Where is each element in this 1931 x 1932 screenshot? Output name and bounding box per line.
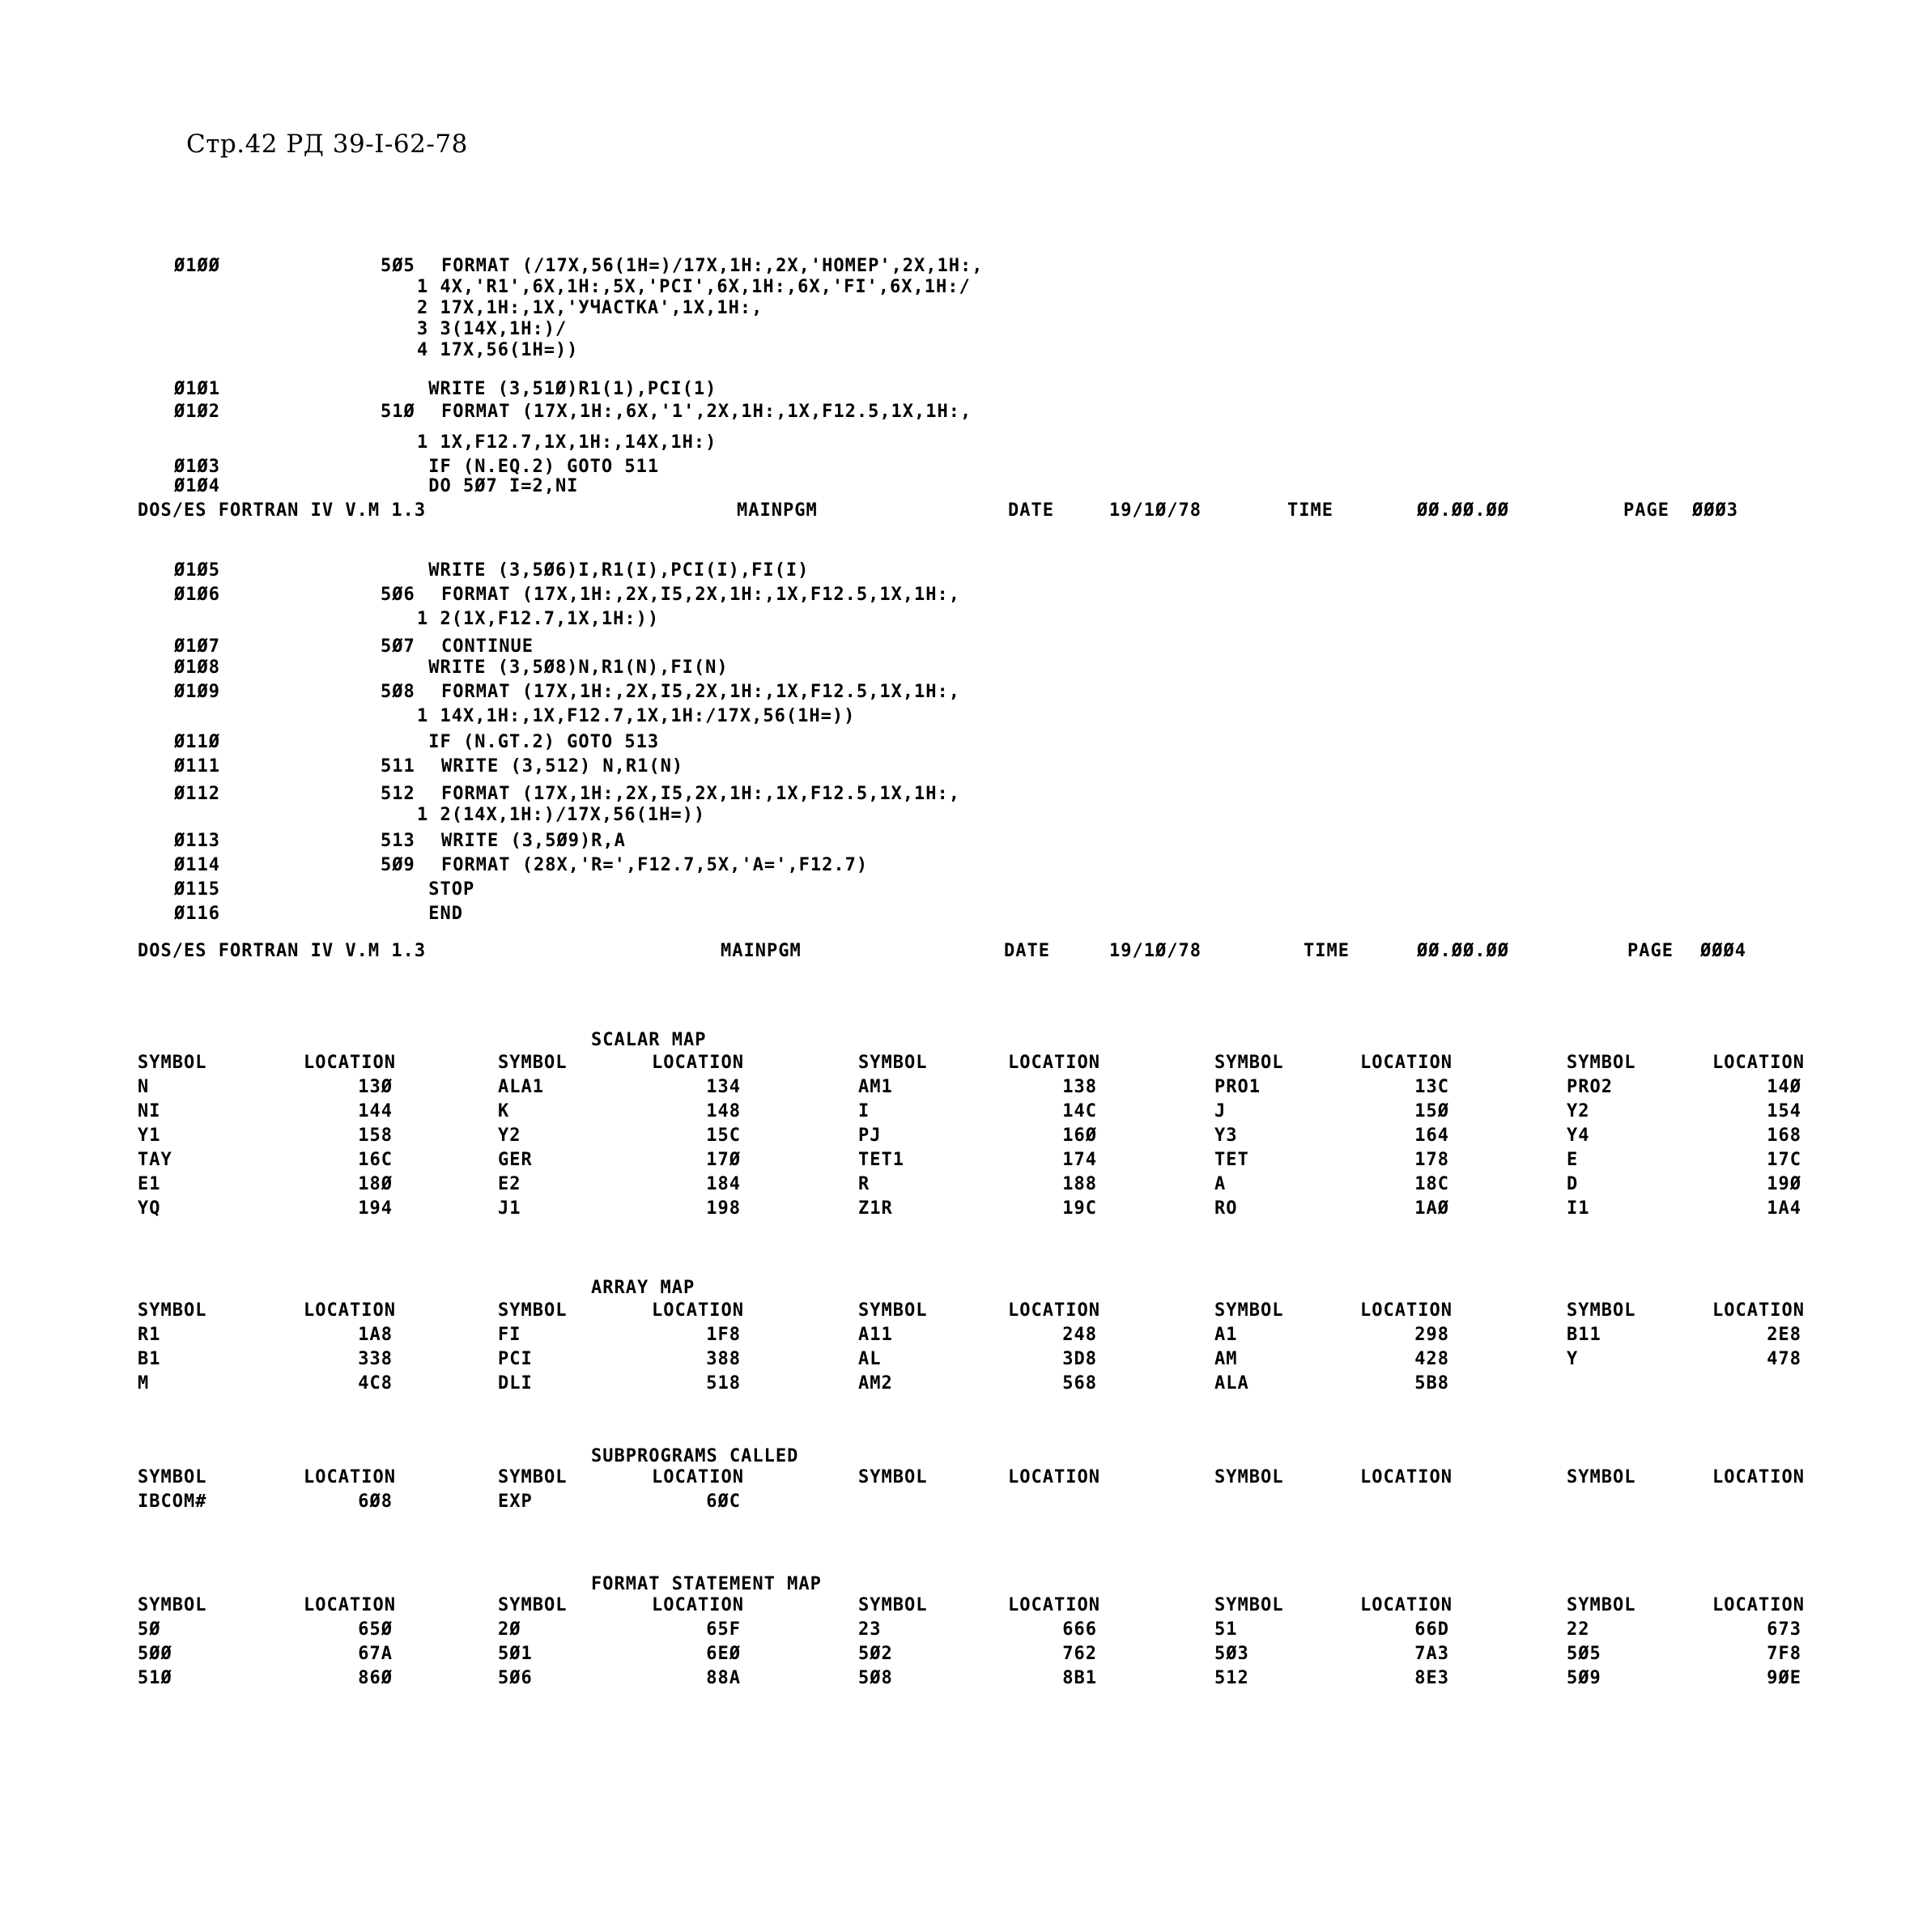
- symbol-cell: E2: [498, 1174, 521, 1194]
- symbol-cell: D: [1567, 1174, 1579, 1194]
- map-header-row: [138, 1053, 1838, 1077]
- map-row: [138, 1126, 1838, 1150]
- subprograms-title: SUBPROGRAMS CALLED: [591, 1446, 799, 1466]
- location-cell: 18Ø: [358, 1174, 393, 1194]
- location-cell: 144: [358, 1101, 393, 1121]
- statement-text: IF (N.EQ.2) GOTO 511: [417, 457, 660, 477]
- location-cell: 6EØ: [706, 1644, 741, 1664]
- location-cell: 1A4: [1767, 1198, 1801, 1219]
- compiler-name: DOS/ES FORTRAN IV V.M 1.3: [138, 941, 427, 961]
- symbol-cell: PRO1: [1214, 1077, 1261, 1097]
- location-cell: LOCATION: [1008, 1595, 1100, 1615]
- symbol-cell: IBCOM#: [138, 1492, 207, 1512]
- subprograms-table: [138, 1467, 1838, 1516]
- statement-label: 511: [381, 756, 415, 777]
- listing-banner: [138, 500, 1789, 525]
- symbol-cell: Y2: [498, 1126, 521, 1146]
- map-row: [138, 1492, 1838, 1516]
- date-value: 19/1Ø/78: [1109, 941, 1202, 961]
- statement-number: Ø1Ø4: [174, 476, 220, 496]
- location-cell: 86Ø: [358, 1668, 393, 1688]
- location-cell: 7A3: [1414, 1644, 1449, 1664]
- symbol-cell: SYMBOL: [498, 1467, 568, 1487]
- location-cell: 1F8: [706, 1325, 741, 1345]
- symbol-cell: FI: [498, 1325, 521, 1345]
- page-value: ØØØ3: [1692, 500, 1738, 521]
- page-header: Стр.42 РД 39-I-62-78: [186, 130, 468, 159]
- statement-number: Ø1Ø6: [174, 585, 220, 605]
- location-cell: 14C: [1062, 1101, 1097, 1121]
- location-cell: 19C: [1062, 1198, 1097, 1219]
- statement-number: Ø1Ø3: [174, 457, 220, 477]
- location-cell: LOCATION: [1008, 1300, 1100, 1321]
- statement-text: IF (N.GT.2) GOTO 513: [417, 732, 660, 752]
- location-cell: LOCATION: [1008, 1467, 1100, 1487]
- map-row: [138, 1325, 1838, 1349]
- statement-number: Ø1Ø8: [174, 657, 220, 678]
- symbol-cell: B1: [138, 1349, 161, 1369]
- statement-number: Ø11Ø: [174, 732, 220, 752]
- location-cell: LOCATION: [652, 1300, 744, 1321]
- location-cell: LOCATION: [652, 1467, 744, 1487]
- statement-number: Ø116: [174, 904, 220, 924]
- map-row: [138, 1668, 1838, 1692]
- map-row: [138, 1174, 1838, 1198]
- symbol-cell: 5Ø: [138, 1619, 161, 1640]
- symbol-cell: Y3: [1214, 1126, 1238, 1146]
- statement-text: 4 17X,56(1H=)): [417, 340, 579, 360]
- statement-number: Ø1Ø5: [174, 560, 220, 581]
- date-label: DATE: [1008, 500, 1054, 521]
- statement-text: CONTINUE: [441, 636, 534, 657]
- location-cell: 762: [1062, 1644, 1097, 1664]
- location-cell: 14Ø: [1767, 1077, 1801, 1097]
- symbol-cell: SYMBOL: [858, 1053, 928, 1073]
- symbol-cell: SYMBOL: [138, 1467, 207, 1487]
- symbol-cell: 2Ø: [498, 1619, 521, 1640]
- statement-text: FORMAT (17X,1H:,2X,I5,2X,1H:,1X,F12.5,1X,1H:,: [441, 585, 961, 605]
- array-map-table: [138, 1300, 1838, 1398]
- location-cell: LOCATION: [1360, 1467, 1453, 1487]
- location-cell: LOCATION: [304, 1300, 396, 1321]
- location-cell: 138: [1062, 1077, 1097, 1097]
- symbol-cell: NI: [138, 1101, 161, 1121]
- statement-label: 5Ø8: [381, 682, 415, 702]
- location-cell: 194: [358, 1198, 393, 1219]
- location-cell: LOCATION: [1712, 1053, 1805, 1073]
- symbol-cell: R: [858, 1174, 870, 1194]
- location-cell: 568: [1062, 1373, 1097, 1394]
- statement-number: Ø1Ø7: [174, 636, 220, 657]
- symbol-cell: 5Ø6: [498, 1668, 533, 1688]
- statement-text: WRITE (3,5Ø8)N,R1(N),FI(N): [417, 657, 729, 678]
- location-cell: 18C: [1414, 1174, 1449, 1194]
- location-cell: 248: [1062, 1325, 1097, 1345]
- location-cell: LOCATION: [652, 1053, 744, 1073]
- symbol-cell: RO: [1214, 1198, 1238, 1219]
- symbol-cell: TET1: [858, 1150, 904, 1170]
- statement-label: 513: [381, 831, 415, 851]
- symbol-cell: SYMBOL: [498, 1300, 568, 1321]
- location-cell: LOCATION: [1360, 1300, 1453, 1321]
- statement-text: FORMAT (17X,1H:,6X,'1',2X,1H:,1X,F12.5,1X,1H:,: [441, 402, 972, 422]
- statement-label: 512: [381, 784, 415, 804]
- location-cell: 666: [1062, 1619, 1097, 1640]
- symbol-cell: YQ: [138, 1198, 161, 1219]
- symbol-cell: PRO2: [1567, 1077, 1613, 1097]
- format-map-table: [138, 1595, 1838, 1692]
- statement-number: Ø113: [174, 831, 220, 851]
- map-row: [138, 1373, 1838, 1398]
- location-cell: LOCATION: [304, 1467, 396, 1487]
- symbol-cell: 5Ø9: [1567, 1668, 1601, 1688]
- symbol-cell: SYMBOL: [138, 1053, 207, 1073]
- location-cell: 17C: [1767, 1150, 1801, 1170]
- symbol-cell: 5Ø3: [1214, 1644, 1249, 1664]
- location-cell: 19Ø: [1767, 1174, 1801, 1194]
- symbol-cell: B11: [1567, 1325, 1601, 1345]
- location-cell: 5B8: [1414, 1373, 1449, 1394]
- symbol-cell: SYMBOL: [1214, 1595, 1284, 1615]
- page-label: PAGE: [1623, 500, 1669, 521]
- location-cell: LOCATION: [652, 1595, 744, 1615]
- listing-banner: [138, 941, 1789, 965]
- symbol-cell: E: [1567, 1150, 1579, 1170]
- location-cell: 198: [706, 1198, 741, 1219]
- statement-number: Ø1ØØ: [174, 256, 220, 276]
- location-cell: 168: [1767, 1126, 1801, 1146]
- location-cell: 164: [1414, 1126, 1449, 1146]
- statement-label: 5Ø6: [381, 585, 415, 605]
- location-cell: 88A: [706, 1668, 741, 1688]
- symbol-cell: Z1R: [858, 1198, 893, 1219]
- scalar-map-table: [138, 1053, 1838, 1223]
- location-cell: 16Ø: [1062, 1126, 1097, 1146]
- location-cell: 134: [706, 1077, 741, 1097]
- location-cell: 148: [706, 1101, 741, 1121]
- location-cell: 15Ø: [1414, 1101, 1449, 1121]
- location-cell: 13C: [1414, 1077, 1449, 1097]
- statement-number: Ø115: [174, 879, 220, 900]
- symbol-cell: SYMBOL: [498, 1595, 568, 1615]
- symbol-cell: TET: [1214, 1150, 1249, 1170]
- location-cell: LOCATION: [1712, 1595, 1805, 1615]
- location-cell: 67A: [358, 1644, 393, 1664]
- symbol-cell: SYMBOL: [498, 1053, 568, 1073]
- statement-number: Ø1Ø9: [174, 682, 220, 702]
- statement-text: STOP: [417, 879, 475, 900]
- statement-text: 1 4X,'R1',6X,1H:,5X,'PCI',6X,1H:,6X,'FI',6X,1H:/: [417, 277, 971, 297]
- location-cell: 388: [706, 1349, 741, 1369]
- date-value: 19/1Ø/78: [1109, 500, 1202, 521]
- symbol-cell: Y2: [1567, 1101, 1590, 1121]
- date-label: DATE: [1004, 941, 1050, 961]
- symbol-cell: DLI: [498, 1373, 533, 1394]
- symbol-cell: 5Ø2: [858, 1644, 893, 1664]
- symbol-cell: AM1: [858, 1077, 893, 1097]
- symbol-cell: 51: [1214, 1619, 1238, 1640]
- program-name: MAINPGM: [737, 500, 818, 521]
- symbol-cell: SYMBOL: [1214, 1467, 1284, 1487]
- map-header-row: [138, 1300, 1838, 1325]
- location-cell: 6Ø8: [358, 1492, 393, 1512]
- location-cell: 478: [1767, 1349, 1801, 1369]
- location-cell: 188: [1062, 1174, 1097, 1194]
- location-cell: 338: [358, 1349, 393, 1369]
- location-cell: 178: [1414, 1150, 1449, 1170]
- location-cell: 65F: [706, 1619, 741, 1640]
- map-row: [138, 1101, 1838, 1126]
- symbol-cell: ALA: [1214, 1373, 1249, 1394]
- symbol-cell: I1: [1567, 1198, 1590, 1219]
- location-cell: 15C: [706, 1126, 741, 1146]
- symbol-cell: 512: [1214, 1668, 1249, 1688]
- symbol-cell: AL: [858, 1349, 882, 1369]
- time-label: TIME: [1287, 500, 1333, 521]
- statement-text: FORMAT (28X,'R=',F12.7,5X,'A=',F12.7): [441, 855, 869, 875]
- symbol-cell: EXP: [498, 1492, 533, 1512]
- statement-text: 2 17X,1H:,1X,'УЧАСТКА',1X,1H:,: [417, 298, 763, 318]
- symbol-cell: ALA1: [498, 1077, 544, 1097]
- statement-text: WRITE (3,5Ø9)R,A: [441, 831, 626, 851]
- location-cell: 7F8: [1767, 1644, 1801, 1664]
- symbol-cell: A11: [858, 1325, 893, 1345]
- symbol-cell: N: [138, 1077, 150, 1097]
- location-cell: 3D8: [1062, 1349, 1097, 1369]
- map-row: [138, 1198, 1838, 1223]
- symbol-cell: E1: [138, 1174, 161, 1194]
- location-cell: 158: [358, 1126, 393, 1146]
- location-cell: 9ØE: [1767, 1668, 1801, 1688]
- format-map-title: FORMAT STATEMENT MAP: [591, 1574, 822, 1594]
- location-cell: 174: [1062, 1150, 1097, 1170]
- statement-label: 5Ø7: [381, 636, 415, 657]
- time-label: TIME: [1304, 941, 1350, 961]
- symbol-cell: A: [1214, 1174, 1227, 1194]
- symbol-cell: 5Ø1: [498, 1644, 533, 1664]
- location-cell: 428: [1414, 1349, 1449, 1369]
- statement-text: 1 2(1X,F12.7,1X,1H:)): [417, 609, 660, 629]
- symbol-cell: PJ: [858, 1126, 882, 1146]
- location-cell: 6ØC: [706, 1492, 741, 1512]
- location-cell: 2E8: [1767, 1325, 1801, 1345]
- statement-number: Ø111: [174, 756, 220, 777]
- symbol-cell: SYMBOL: [858, 1467, 928, 1487]
- location-cell: 154: [1767, 1101, 1801, 1121]
- symbol-cell: 5Ø5: [1567, 1644, 1601, 1664]
- symbol-cell: SYMBOL: [138, 1300, 207, 1321]
- scalar-map-title: SCALAR MAP: [591, 1030, 707, 1050]
- statement-text: 3 3(14X,1H:)/: [417, 319, 568, 339]
- symbol-cell: TAY: [138, 1150, 172, 1170]
- page-value: ØØØ4: [1700, 941, 1746, 961]
- statement-text: WRITE (3,51Ø)R1(1),PCI(1): [417, 379, 717, 399]
- symbol-cell: AM2: [858, 1373, 893, 1394]
- statement-number: Ø1Ø2: [174, 402, 220, 422]
- statement-label: 51Ø: [381, 402, 415, 422]
- symbol-cell: I: [858, 1101, 870, 1121]
- page-label: PAGE: [1627, 941, 1674, 961]
- statement-number: Ø1Ø1: [174, 379, 220, 399]
- map-row: [138, 1349, 1838, 1373]
- symbol-cell: SYMBOL: [1567, 1595, 1636, 1615]
- statement-text: WRITE (3,5Ø6)I,R1(I),PCI(I),FI(I): [417, 560, 810, 581]
- symbol-cell: K: [498, 1101, 510, 1121]
- symbol-cell: Y4: [1567, 1126, 1590, 1146]
- statement-text: FORMAT (17X,1H:,2X,I5,2X,1H:,1X,F12.5,1X,1H:,: [441, 784, 961, 804]
- symbol-cell: SYMBOL: [1567, 1053, 1636, 1073]
- map-row: [138, 1619, 1838, 1644]
- symbol-cell: SYMBOL: [1214, 1053, 1284, 1073]
- location-cell: 13Ø: [358, 1077, 393, 1097]
- symbol-cell: 23: [858, 1619, 882, 1640]
- location-cell: 4C8: [358, 1373, 393, 1394]
- symbol-cell: AM: [1214, 1349, 1238, 1369]
- statement-number: Ø114: [174, 855, 220, 875]
- location-cell: LOCATION: [1712, 1467, 1805, 1487]
- location-cell: 65Ø: [358, 1619, 393, 1640]
- statement-label: 5Ø5: [381, 256, 415, 276]
- location-cell: 1A8: [358, 1325, 393, 1345]
- location-cell: 66D: [1414, 1619, 1449, 1640]
- symbol-cell: SYMBOL: [1567, 1467, 1636, 1487]
- location-cell: 184: [706, 1174, 741, 1194]
- symbol-cell: PCI: [498, 1349, 533, 1369]
- map-row: [138, 1077, 1838, 1101]
- statement-number: Ø112: [174, 784, 220, 804]
- location-cell: 16C: [358, 1150, 393, 1170]
- symbol-cell: M: [138, 1373, 150, 1394]
- symbol-cell: 22: [1567, 1619, 1590, 1640]
- statement-text: 1 2(14X,1H:)/17X,56(1H=)): [417, 805, 706, 825]
- symbol-cell: Y: [1567, 1349, 1579, 1369]
- map-header-row: [138, 1595, 1838, 1619]
- symbol-cell: A1: [1214, 1325, 1238, 1345]
- location-cell: LOCATION: [1008, 1053, 1100, 1073]
- map-row: [138, 1150, 1838, 1174]
- location-cell: 8E3: [1414, 1668, 1449, 1688]
- symbol-cell: J: [1214, 1101, 1227, 1121]
- location-cell: 518: [706, 1373, 741, 1394]
- compiler-name: DOS/ES FORTRAN IV V.M 1.3: [138, 500, 427, 521]
- statement-text: WRITE (3,512) N,R1(N): [441, 756, 684, 777]
- symbol-cell: SYMBOL: [138, 1595, 207, 1615]
- symbol-cell: SYMBOL: [1567, 1300, 1636, 1321]
- symbol-cell: R1: [138, 1325, 161, 1345]
- symbol-cell: J1: [498, 1198, 521, 1219]
- symbol-cell: 5ØØ: [138, 1644, 172, 1664]
- map-header-row: [138, 1467, 1838, 1492]
- location-cell: LOCATION: [1360, 1595, 1453, 1615]
- location-cell: LOCATION: [1712, 1300, 1805, 1321]
- location-cell: LOCATION: [304, 1595, 396, 1615]
- location-cell: 8B1: [1062, 1668, 1097, 1688]
- location-cell: LOCATION: [1360, 1053, 1453, 1073]
- statement-text: FORMAT (17X,1H:,2X,I5,2X,1H:,1X,F12.5,1X,1H:,: [441, 682, 961, 702]
- location-cell: LOCATION: [304, 1053, 396, 1073]
- symbol-cell: GER: [498, 1150, 533, 1170]
- statement-text: END: [417, 904, 463, 924]
- array-map-title: ARRAY MAP: [591, 1278, 695, 1298]
- map-row: [138, 1644, 1838, 1668]
- location-cell: 673: [1767, 1619, 1801, 1640]
- time-value: ØØ.ØØ.ØØ: [1417, 500, 1509, 521]
- location-cell: 17Ø: [706, 1150, 741, 1170]
- statement-text: DO 5Ø7 I=2,NI: [417, 476, 579, 496]
- symbol-cell: 51Ø: [138, 1668, 172, 1688]
- symbol-cell: SYMBOL: [858, 1300, 928, 1321]
- location-cell: 298: [1414, 1325, 1449, 1345]
- time-value: ØØ.ØØ.ØØ: [1417, 941, 1509, 961]
- statement-text: 1 1X,F12.7,1X,1H:,14X,1H:): [417, 432, 717, 453]
- symbol-cell: SYMBOL: [858, 1595, 928, 1615]
- statement-text: 1 14X,1H:,1X,F12.7,1X,1H:/17X,56(1H=)): [417, 706, 856, 726]
- symbol-cell: SYMBOL: [1214, 1300, 1284, 1321]
- location-cell: 1AØ: [1414, 1198, 1449, 1219]
- symbol-cell: 5Ø8: [858, 1668, 893, 1688]
- program-name: MAINPGM: [721, 941, 802, 961]
- statement-label: 5Ø9: [381, 855, 415, 875]
- symbol-cell: Y1: [138, 1126, 161, 1146]
- statement-text: FORMAT (/17X,56(1H=)/17X,1H:,2X,'HOMEP',2X,1H:,: [441, 256, 984, 276]
